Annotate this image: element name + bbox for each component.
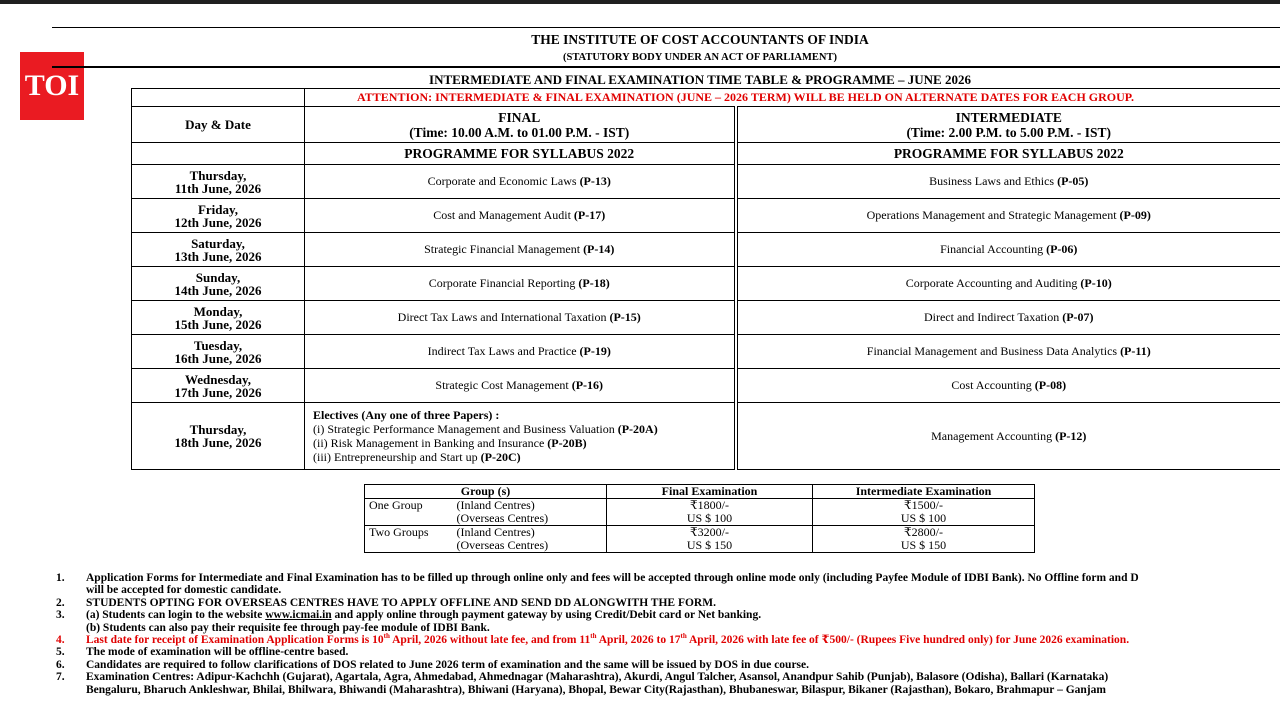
inter-paper-cell: Financial Management and Business Data Analytics (P-11) [736, 335, 1280, 369]
day-cell: Thursday, 11th June, 2026 [132, 165, 305, 199]
org-title: THE INSTITUTE OF COST ACCOUNTANTS OF INDIA [531, 32, 869, 47]
fees-row [365, 526, 1035, 553]
column-header-row [132, 107, 1280, 143]
inter-paper-cell: Business Laws and Ethics (P-05) [736, 165, 1280, 199]
day-cell: Wednesday, 17th June, 2026 [132, 369, 305, 403]
attention-blank-cell [132, 89, 305, 107]
final-title: FINAL [498, 109, 541, 125]
elective-item: (ii) Risk Management in Banking and Insurance (P-20B) [313, 436, 587, 450]
fees-inter-cell: ₹2800/- US $ 150 [813, 526, 1035, 553]
inter-title: INTERMEDIATE [955, 109, 1062, 125]
final-paper-cell: Corporate Financial Reporting (P-18) [305, 267, 736, 301]
fees-group-cell: Two Groups [365, 526, 453, 553]
day-cell: Thursday, 18th June, 2026 [132, 403, 305, 470]
note-2: 2. STUDENTS OPTING FOR OVERSEAS CENTRES HAVE TO APPLY OFFLINE AND SEND DD ALONGWITH THE FORM. [56, 596, 716, 609]
final-time: (Time: 10.00 A.M. to 01.00 P.M. - IST) [409, 124, 630, 140]
final-paper-cell: Strategic Financial Management (P-14) [305, 233, 736, 267]
final-programme: PROGRAMME FOR SYLLABUS 2022 [305, 143, 736, 165]
table-row [132, 267, 1280, 301]
fees-group-header: Group (s) [365, 485, 607, 499]
fees-final-cell: ₹1800/- US $ 100 [607, 499, 813, 526]
day-cell: Saturday, 13th June, 2026 [132, 233, 305, 267]
electives-cell [305, 403, 736, 470]
notes-list [56, 572, 1280, 696]
fees-inter-header: Intermediate Examination [813, 485, 1035, 499]
table-row [132, 369, 1280, 403]
fees-table [364, 484, 1035, 553]
final-paper-cell: Corporate and Economic Laws (P-13) [305, 165, 736, 199]
note-6: 6. Candidates are required to follow clarifications of DOS related to June 2026 term of examination and the same will be issued by DOS in due course. [56, 658, 810, 671]
inter-paper-cell: Management Accounting (P-12) [736, 403, 1280, 470]
programme-row [132, 143, 1280, 165]
note-5: 5. The mode of examination will be offline-centre based. [56, 646, 349, 659]
table-row [132, 233, 1280, 267]
timetable [131, 88, 1280, 470]
inter-paper-cell: Cost Accounting (P-08) [736, 369, 1280, 403]
final-paper-cell: Indirect Tax Laws and Practice (P-19) [305, 335, 736, 369]
note-1: 1. Application Forms for Intermediate and Final Examination has to be filled up through online only and fees will be accepted through online mode only (including Payfee Module of IDBI Bank). No Offline form and D will be accepted for domestic candidate. [56, 572, 1139, 597]
fees-row [365, 499, 1035, 526]
inter-time: (Time: 2.00 P.M. to 5.00 P.M. - IST) [906, 124, 1112, 140]
fees-final-header: Final Examination [607, 485, 813, 499]
note-4: 4. Last date for receipt of Examination Application Forms is 10th April, 2026 without late fee, and from 11th April, 2026 to 17th April, 2026 with late fee of ₹500/- (Rupees Five hundred only) for June 2026 examination. [56, 632, 1130, 647]
inter-header [736, 107, 1280, 143]
fees-inter-cell: ₹1500/- US $ 100 [813, 499, 1035, 526]
fees-centres-cell: (Inland Centres) (Overseas Centres) [453, 526, 607, 553]
timetable-title: INTERMEDIATE AND FINAL EXAMINATION TIME TABLE & PROGRAMME – JUNE 2026 [429, 72, 971, 87]
fees-centres-cell: (Inland Centres) (Overseas Centres) [453, 499, 607, 526]
org-subtitle: (STATUTORY BODY UNDER AN ACT OF PARLIAMENT) [562, 52, 837, 63]
header-rule-top [52, 27, 1280, 28]
table-row [132, 165, 1280, 199]
inter-paper-cell: Financial Accounting (P-06) [736, 233, 1280, 267]
day-cell: Monday, 15th June, 2026 [132, 301, 305, 335]
day-date-header: Day & Date [132, 107, 305, 143]
inter-paper-cell: Direct and Indirect Taxation (P-07) [736, 301, 1280, 335]
table-row [132, 335, 1280, 369]
inter-programme: PROGRAMME FOR SYLLABUS 2022 [736, 143, 1280, 165]
electives-title: Electives (Any one of three Papers) : [313, 408, 500, 422]
elective-item: (i) Strategic Performance Management and Business Valuation (P-20A) [313, 422, 658, 436]
final-paper-cell: Direct Tax Laws and International Taxation (P-15) [305, 301, 736, 335]
day-cell: Friday, 12th June, 2026 [132, 199, 305, 233]
header-rule-double [52, 66, 1280, 68]
note-7: 7. Examination Centres: Adipur-Kachchh (Gujarat), Agartala, Agra, Ahmedabad, Ahmednagar (Maharashtra), Akurdi, Angul Talcher, Asansol, Anandpur Sahib (Punjab), Balasore (Odisha), Ballari (Karnataka) Bengaluru, Bharuch Ankleshwar, Bhilai, Bhilwara, Bhiwandi (Maharashtra), Bhiwani (Haryana), Bhopal, Bewar City(Rajasthan), Bhubaneswar, Bilaspur, Bikaner (Rajasthan), Bokaro, Brahmapur – Ganjam [56, 671, 1109, 696]
final-paper-cell: Cost and Management Audit (P-17) [305, 199, 736, 233]
icmai-link[interactable]: www.icmai.in [265, 609, 332, 622]
table-row [132, 199, 1280, 233]
fees-group-cell: One Group [365, 499, 453, 526]
day-cell: Tuesday, 16th June, 2026 [132, 335, 305, 369]
note-3: 3. (a) Students can login to the website www.icmai.in and apply online through payment gateway by using Credit/Debit card or Net banking. (b) Students can also pay their requisite fee through pay-fee module of IDBI Bank. [56, 609, 762, 634]
fees-header-row [365, 485, 1035, 499]
inter-paper-cell: Corporate Accounting and Auditing (P-10) [736, 267, 1280, 301]
toi-logo: TOI [20, 52, 84, 120]
elective-item: (iii) Entrepreneurship and Start up (P-20C) [313, 450, 521, 464]
inter-paper-cell: Operations Management and Strategic Management (P-09) [736, 199, 1280, 233]
fees-final-cell: ₹3200/- US $ 150 [607, 526, 813, 553]
top-bar [0, 0, 1280, 4]
programme-blank-cell [132, 143, 305, 165]
final-header [305, 107, 736, 143]
final-paper-cell: Strategic Cost Management (P-16) [305, 369, 736, 403]
attention-notice: ATTENTION: INTERMEDIATE & FINAL EXAMINATION (JUNE – 2026 TERM) WILL BE HELD ON ALTERNATE DATES FOR EACH GROUP. [305, 89, 1280, 107]
day-cell: Sunday, 14th June, 2026 [132, 267, 305, 301]
table-row [132, 301, 1280, 335]
attention-row [132, 89, 1280, 107]
table-row [132, 403, 1280, 470]
